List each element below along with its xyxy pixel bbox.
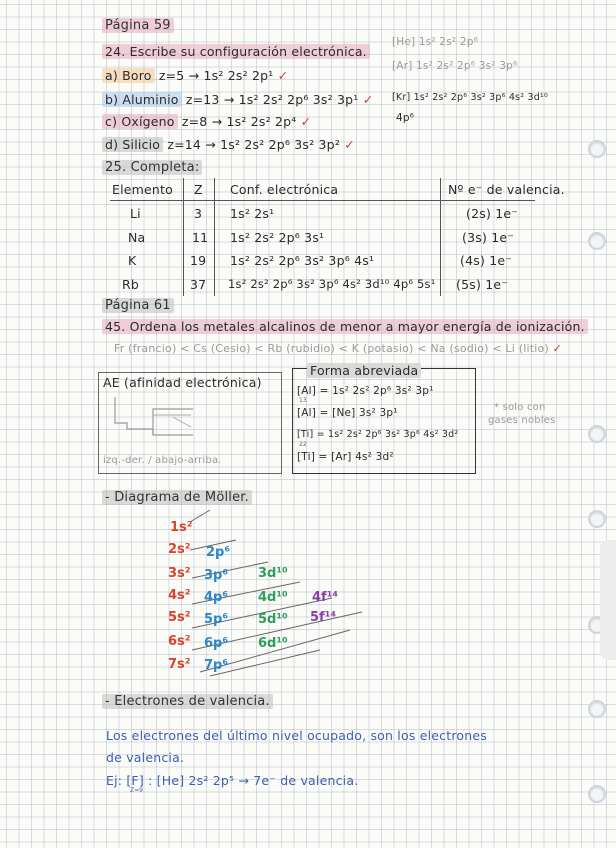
config-line-boro: a) Boro z=5 → 1s² 2s² 2p¹ ✓ [102,68,288,83]
binder-ring-icon [588,425,606,443]
moeller-d-3: 3d¹⁰ [258,566,288,581]
table-cell-el: Na [128,230,146,245]
table-divider [440,178,441,296]
abbreviated-note: * solo con [494,402,546,413]
moeller-p-6: 6p⁶ [204,636,229,651]
question-24: 24. Escribe su configuración electrónica. [102,44,370,59]
question-25: 25. Completa: [102,160,202,175]
binder-ring-icon [588,140,606,158]
moeller-d-4: 4d¹⁰ [258,590,288,605]
table-divider [214,178,215,296]
abbreviated-line: [Ti] = [Ar] 4s² 3d² [297,451,394,463]
table-cell-z: 11 [192,230,209,245]
moeller-p-5: 5p⁶ [204,612,229,627]
config-line-aluminio: b) Aluminio z=13 → 1s² 2s² 2p⁶ 3s² 3p¹ ✓ [102,92,373,107]
atomic-number-sub: 13 [299,397,307,404]
question-45: 45. Ordena los metales alcalinos de menor a mayor energía de ionización. [102,319,588,334]
moeller-p-7: 7p⁶ [204,658,229,673]
page-tab [600,540,616,660]
moeller-s-2: 2s² [168,542,191,557]
moeller-p-4: 4p⁶ [204,590,229,605]
abbreviated-line: [Ti] = 1s² 2s² 2p⁶ 3s² 3p⁶ 4s² 3d² [297,429,459,440]
page-label-59: Página 59 [102,18,174,33]
valencia-text-1: Los electrones del último nivel ocupado, son los electrones [106,728,487,743]
table-cell-conf: 1s² 2s² 2p⁶ 3s² 3p⁶ 4s² 3d¹⁰ 4p⁶ 5s¹ [228,277,436,291]
valencia-sub: Z=9 [130,787,143,794]
moeller-s-6: 6s² [168,634,191,649]
table-header-z: Z [194,182,203,197]
abbreviated-line: [Al] = [Ne] 3s² 3p¹ [297,407,398,419]
abbreviated-form-box [292,363,476,474]
moeller-p-2: 2p⁶ [206,545,231,560]
abbreviated-note: gases nobles [488,415,556,426]
table-cell-el: Rb [122,277,140,292]
config-line-oxigeno: c) Oxígeno z=8 → 1s² 2s² 2p⁴ ✓ [102,114,311,129]
moeller-title: - Diagrama de Möller. [102,490,252,505]
moeller-d-5: 5d¹⁰ [258,612,288,627]
side-note: [Ar] 1s² 2s² 2p⁶ 3s² 3p⁶ [392,60,518,72]
valencia-example: Ej: [F] : [He] 2s² 2p⁵ → 7e⁻ de valencia. [106,773,359,788]
side-note: [He] 1s² 2s² 2p⁶ [392,36,479,48]
table-cell-val: (3s) 1e⁻ [462,230,515,245]
table-cell-val: (5s) 1e⁻ [456,277,509,292]
side-note: 4p⁶ [396,112,415,124]
atomic-number-sub: 22 [299,441,307,448]
abbreviated-form-title: Forma abreviada [307,363,421,378]
binder-ring-icon [588,700,606,718]
valencia-text-2: de valencia. [106,750,185,765]
table-header-element: Elemento [112,182,173,197]
moeller-f-4: 4f¹⁴ [312,590,339,605]
table-header-rule [110,200,535,201]
table-cell-conf: 1s² 2s² 2p⁶ 3s² 3p⁶ 4s¹ [230,253,375,268]
abbreviated-line: [Al] = 1s² 2s² 2p⁶ 3s² 3p¹ [297,385,434,397]
ae-box-footer: izq.-der. / abajo-arriba. [103,455,222,466]
table-cell-val: (4s) 1e⁻ [460,253,513,268]
binder-ring-icon [588,785,606,803]
table-cell-z: 37 [190,277,207,292]
table-cell-conf: 1s² 2s² 2p⁶ 3s¹ [230,230,325,245]
moeller-s-3: 3s² [168,566,191,581]
valencia-title: - Electrones de valencia. [102,694,273,709]
moeller-d-6: 6d¹⁰ [258,636,288,651]
binder-ring-icon [588,232,606,250]
ionization-order: Fr (francio) < Cs (Cesio) < Rb (rubidio) < K (potasio) < Na (sodio) < Li (litio) ✓ [114,342,563,355]
side-note: [Kr] 1s² 2s² 2p⁶ 3s² 3p⁶ 4s² 3d¹⁰ [392,92,548,103]
table-cell-val: (2s) 1e⁻ [466,206,519,221]
table-cell-el: K [128,253,137,268]
table-header-conf: Conf. electrónica [230,182,339,197]
moeller-s-4: 4s² [168,588,191,603]
moeller-f-5: 5f¹⁴ [310,610,337,625]
table-cell-z: 19 [190,253,207,268]
moeller-s-5: 5s² [168,610,191,625]
moeller-s-7: 7s² [168,657,191,672]
ae-box-title: AE (afinidad electrónica) [103,375,262,390]
ae-trend-diagram [113,395,273,445]
moeller-s-1: 1s² [170,520,193,535]
ae-box [98,372,282,474]
table-cell-el: Li [130,206,141,221]
config-line-silicio: d) Silicio z=14 → 1s² 2s² 2p⁶ 3s² 3p² ✓ [102,137,355,152]
moeller-p-3: 3p⁶ [204,568,229,583]
table-cell-conf: 1s² 2s¹ [230,206,275,221]
binder-ring-icon [588,510,606,528]
table-divider [183,178,184,296]
table-header-valence: Nº e⁻ de valencia. [448,182,565,197]
page-label-61: Página 61 [102,298,174,313]
table-cell-z: 3 [194,206,203,221]
